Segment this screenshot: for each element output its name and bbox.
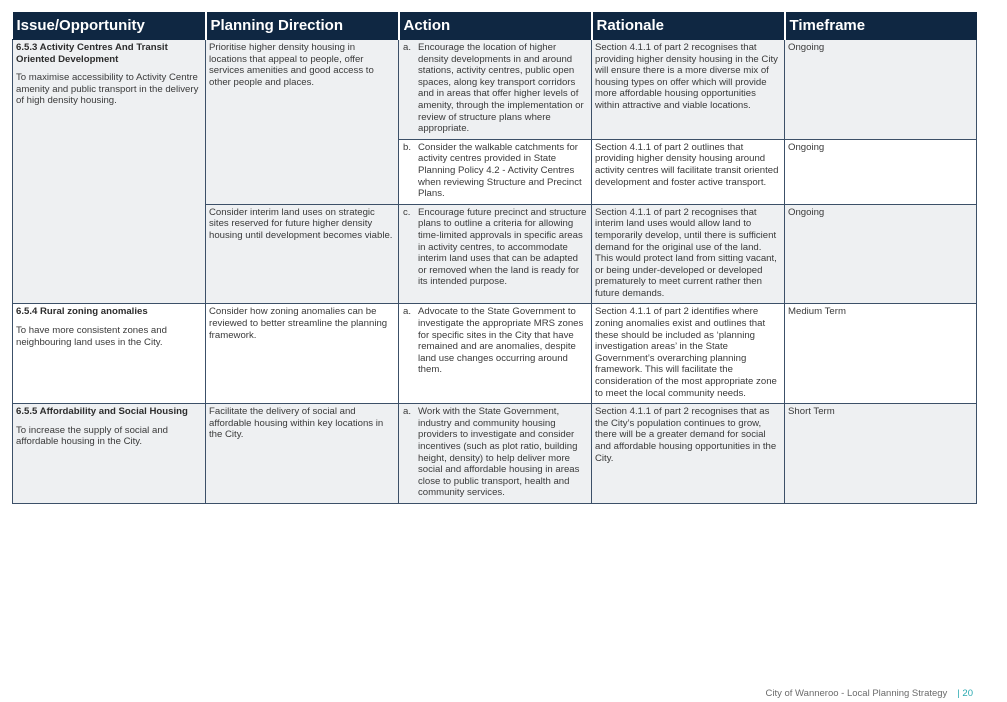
rationale-cell: Section 4.1.1 of part 2 recognises that interim land uses would allow land to temporarily develop, until there is sufficient demand for the original use of the land. This would protect land from sitting vacant, or being under-developed or developed prematurely to meet current rather then future demands. <box>592 204 785 304</box>
header-timeframe: Timeframe <box>785 12 977 40</box>
issue-cell <box>13 304 206 404</box>
table-row <box>13 404 977 504</box>
issue-title: 6.5.5 Affordability and Social Housing <box>16 406 188 418</box>
action-text: Encourage future precinct and structure plans to outline a criteria for allowing time-limited approvals in specific areas in activity centres, to accommodate interim land uses that can be adapted or removed when the land is ready for its intended purpose. <box>418 206 587 288</box>
table-row <box>13 304 977 404</box>
issue-description: To increase the supply of social and affordable housing in the City. <box>16 424 168 448</box>
direction-cell: Prioritise higher density housing in locations that appeal to people, offer services amenities and good access to other people and places. <box>206 40 399 205</box>
header-action: Action <box>399 12 592 40</box>
action-letter: b. <box>403 141 412 153</box>
rationale-cell: Section 4.1.1 of part 2 recognises that as the City’s population continues to grow, there will be a greater demand for social and affordable housing opportunities in the City. <box>592 404 785 504</box>
issue-title: 6.5.3 Activity Centres And Transit Oriented Development <box>16 42 168 65</box>
page-footer <box>765 688 973 699</box>
timeframe-cell: Ongoing <box>785 204 977 304</box>
direction-cell: Facilitate the delivery of social and affordable housing within key locations in the City. <box>206 404 399 504</box>
header-issue: Issue/Opportunity <box>13 12 206 40</box>
page-number: | 20 <box>957 688 973 699</box>
direction-cell: Consider how zoning anomalies can be reviewed to better streamline the planning framework. <box>206 304 399 404</box>
header-rationale: Rationale <box>592 12 785 40</box>
timeframe-cell: Ongoing <box>785 40 977 140</box>
issue-description: To have more consistent zones and neighbouring land uses in the City. <box>16 325 167 348</box>
timeframe-cell: Ongoing <box>785 139 977 204</box>
action-text: Consider the walkable catchments for activity centres provided in State Planning Policy 4.2 - Activity Centres when reviewing Structure and Precinct Plans. <box>418 141 582 200</box>
timeframe-cell: Short Term <box>785 404 977 504</box>
timeframe-cell: Medium Term <box>785 304 977 404</box>
issue-cell <box>13 40 206 304</box>
action-letter: a. <box>403 406 412 418</box>
rationale-cell: Section 4.1.1 of part 2 outlines that providing higher density housing around activity centres will facilitate transit oriented development and foster active transport. <box>592 139 785 204</box>
table-row <box>13 40 977 140</box>
rationale-cell: Section 4.1.1 of part 2 identifies where zoning anomalies exist and outlines that these should be included as ‘planning investigation areas’ in the State Government’s overarching planning framework. This will facilitate the consideration of the most appropriate zone to meet the local community needs. <box>592 304 785 404</box>
issue-title: 6.5.4 Rural zoning anomalies <box>16 306 148 318</box>
action-cell <box>399 204 592 304</box>
footer-document-title: City of Wanneroo - Local Planning Strategy <box>765 688 948 699</box>
header-planning-direction: Planning Direction <box>206 12 399 40</box>
action-letter: c. <box>403 206 411 218</box>
action-text: Encourage the location of higher density developments in and around stations, activity centres, public open spaces, along key transport corridors and in areas that offer higher levels of amenity, through the implementation or review of structure plans where appropriate. <box>418 42 584 135</box>
action-cell <box>399 40 592 140</box>
action-letter: a. <box>403 306 412 318</box>
action-cell <box>399 404 592 504</box>
action-cell <box>399 304 592 404</box>
issue-description: To maximise accessibility to Activity Centre amenity and public transport in the delivery of high density housing. <box>16 72 199 107</box>
issue-cell <box>13 404 206 504</box>
planning-table <box>12 12 977 504</box>
action-text: Work with the State Government, industry and community housing providers to investigate and consider incentives (such as plot ratio, building height, density) to help deliver more social and affordable housing in areas close to public transport, health and community services. <box>418 406 580 499</box>
action-text: Advocate to the State Government to investigate the appropriate MRS zones for specific sites in the City that have remained and are anomalies, despite land use changes occurring around them. <box>418 306 584 376</box>
action-letter: a. <box>403 42 412 53</box>
action-cell <box>399 139 592 204</box>
table-header-row <box>13 12 977 40</box>
rationale-cell: Section 4.1.1 of part 2 recognises that providing higher density housing in the City will ensure there is a more diverse mix of housing types on offer which will provide more affordable housing opportunities within attractive and viable locations. <box>592 40 785 140</box>
direction-cell: Consider interim land uses on strategic sites reserved for future higher density housing until development becomes viable. <box>206 204 399 304</box>
